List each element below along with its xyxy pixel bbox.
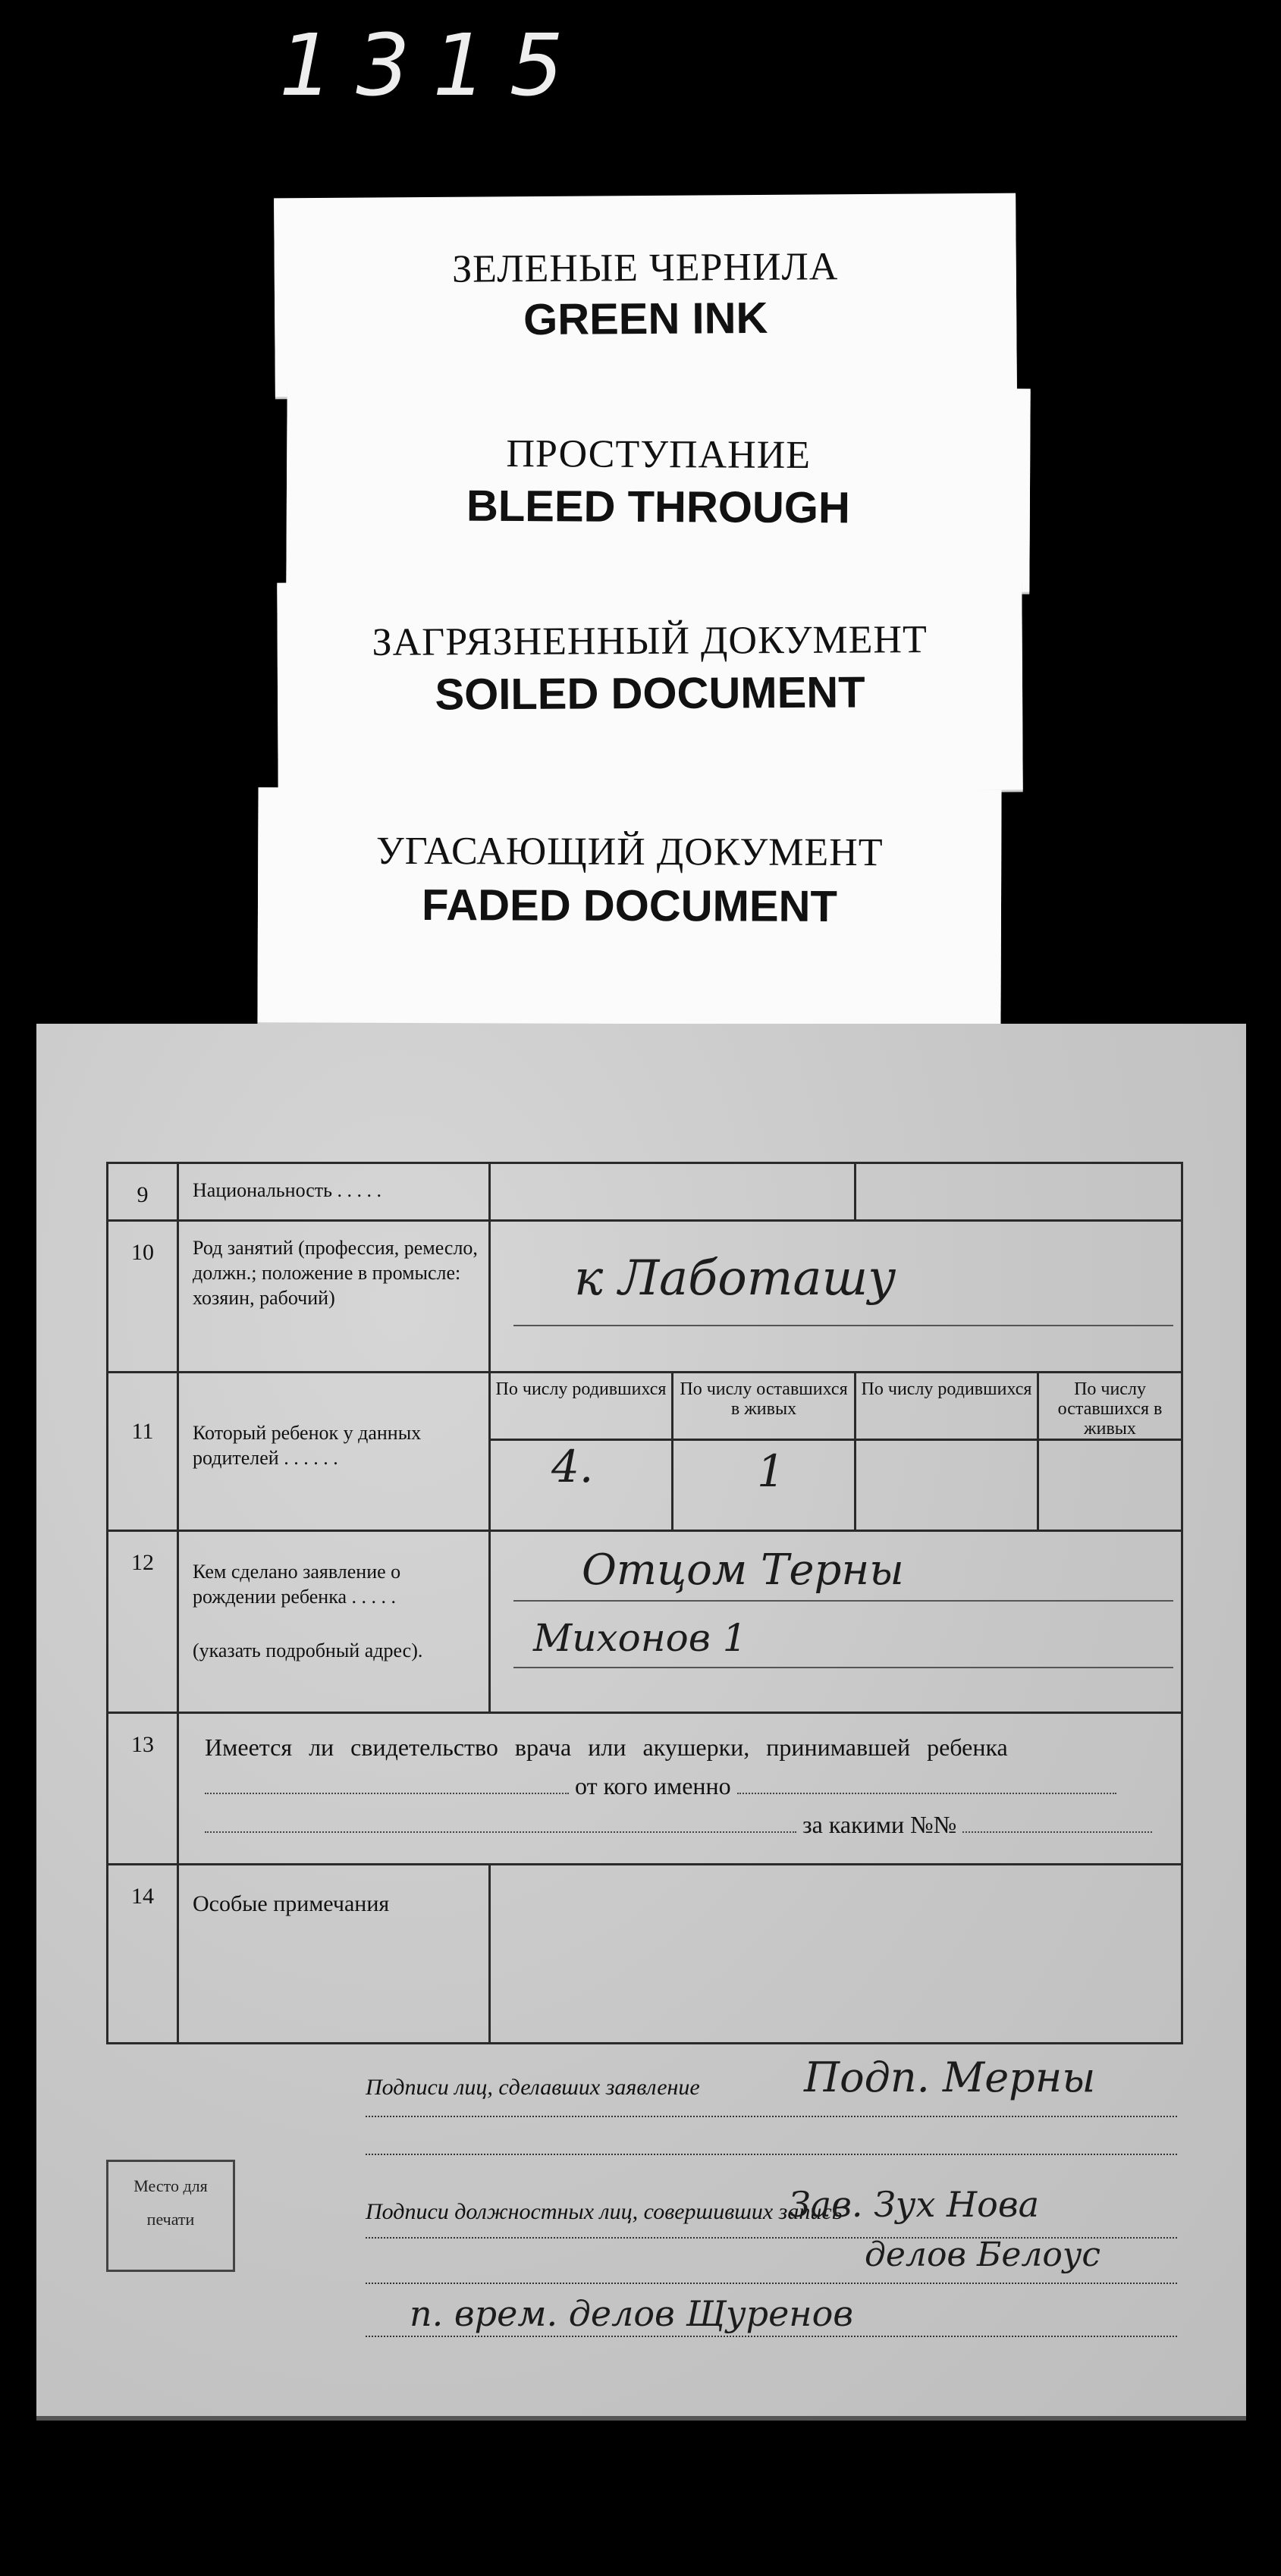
stamp-place-label: Место для печати [133,2176,208,2229]
handwritten-declarant-signature: Подп. Мерны [804,2054,1096,2101]
row-number: 12 [108,1531,178,1713]
handwritten-born-count: 4. [551,1441,594,1492]
row-number: 14 [108,1865,178,2044]
label-ru: ЗЕЛЕНЫЕ ЧЕРНИЛА [451,245,839,291]
value-cell [1038,1440,1182,1531]
handwritten-address: Михонов 1 [533,1616,747,1660]
dotted-line [737,1793,1116,1794]
column-header: По числу оставшихся в живых [1038,1373,1182,1440]
row-number: 10 [108,1221,178,1373]
form-row-11-header [108,1373,1182,1440]
dotted-line [366,2283,1177,2284]
entry-line [513,1667,1173,1668]
label-faded-document [257,787,1001,1024]
label-en: GREEN INK [523,293,768,345]
row-number: 11 [108,1373,178,1531]
label-ru: ЗАГРЯЗНЕННЫЙ ДОКУМЕНТ [372,618,928,664]
row-question-line2 [205,1772,1163,1800]
value-cell [673,1440,856,1531]
row-value-cell [490,1531,1182,1713]
record-form-table [106,1162,1183,2044]
dotted-line [962,1831,1152,1833]
label-soiled-document [277,579,1022,793]
handwritten-declarant: Отцом Терны [582,1545,904,1595]
row-question: Имеется ли свидетельство врача или акушерки, принимавшей ребенка [205,1734,1008,1761]
column-header: По числу родившихся [490,1373,673,1440]
row-label: Род занятий (профессия, ремесло, должн.; положение в промысле: хозяин, рабочий) [178,1221,490,1373]
signature-caption-officials: Подписи должностных лиц, совершивших запись [366,2199,843,2224]
label-ru: ПРОСТУПАНИЕ [506,431,812,478]
dotted-line [205,1793,569,1794]
handwritten-occupation: к Лаботашу [574,1250,896,1307]
label-green-ink [274,193,1017,397]
row-label-address: (указать подробный адрес). [193,1639,423,1661]
label-en: BLEED THROUGH [466,481,850,533]
value-cell [856,1440,1038,1531]
row-label: Который ребенок у данных родителей . . . . . . [178,1373,490,1531]
row-label: Особые примечания [178,1865,490,2044]
row-label: Кем сделано заявление о рождении ребенка . . . . . [193,1561,401,1608]
form-row-10 [108,1221,1182,1373]
handwritten-official-signature-2: делов Белоус [865,2236,1101,2274]
handwritten-alive-count: 1 [757,1445,785,1497]
birth-record-sheet [36,1024,1246,2421]
label-en: FADED DOCUMENT [421,880,838,931]
dotted-line [205,1831,796,1833]
row-number: 13 [108,1713,178,1865]
column-header: По числу родившихся [856,1373,1038,1440]
entry-line [513,1325,1173,1326]
row-question-from: от кого именно [575,1772,731,1799]
column-header: По числу оставшихся в живых [673,1373,856,1440]
form-row-14 [108,1865,1182,2044]
row-number: 9 [108,1163,178,1221]
signature-caption-declarants: Подписи лиц, сделавших заявление [366,2075,700,2100]
handwritten-official-signature: Зав. Зух Нова [789,2184,1040,2225]
row-value-cell [856,1163,1182,1221]
row-label: Национальность . . . . . [178,1163,490,1221]
row-value-cell [490,1163,856,1221]
dotted-line [366,2336,1177,2337]
form-row-9 [108,1163,1182,1221]
handwritten-registrar-signature: п. врем. делов Щуренов [410,2293,854,2334]
form-row-12 [108,1531,1182,1713]
value-cell [490,1440,673,1531]
signature-block [106,2032,1183,2387]
label-ru: УГАСАЮЩИЙ ДОКУМЕНТ [375,829,884,875]
label-en: SOILED DOCUMENT [435,667,865,720]
row-value-cell [490,1865,1182,2044]
row-question-line3 [205,1811,1163,1839]
row-label-cell [178,1531,490,1713]
dotted-line [366,2116,1177,2117]
entry-line [513,1600,1173,1602]
row-question-numbers: за какими №№ [802,1811,957,1838]
row-text-cell [178,1713,1182,1865]
form-row-13 [108,1713,1182,1865]
sheet-bottom-edge [36,2416,1246,2421]
stamp-place-box [106,2160,235,2272]
dotted-line [366,2154,1177,2155]
label-bleed-through [286,384,1030,591]
row-value-cell [490,1221,1182,1373]
archive-number: 1315 [279,17,587,115]
